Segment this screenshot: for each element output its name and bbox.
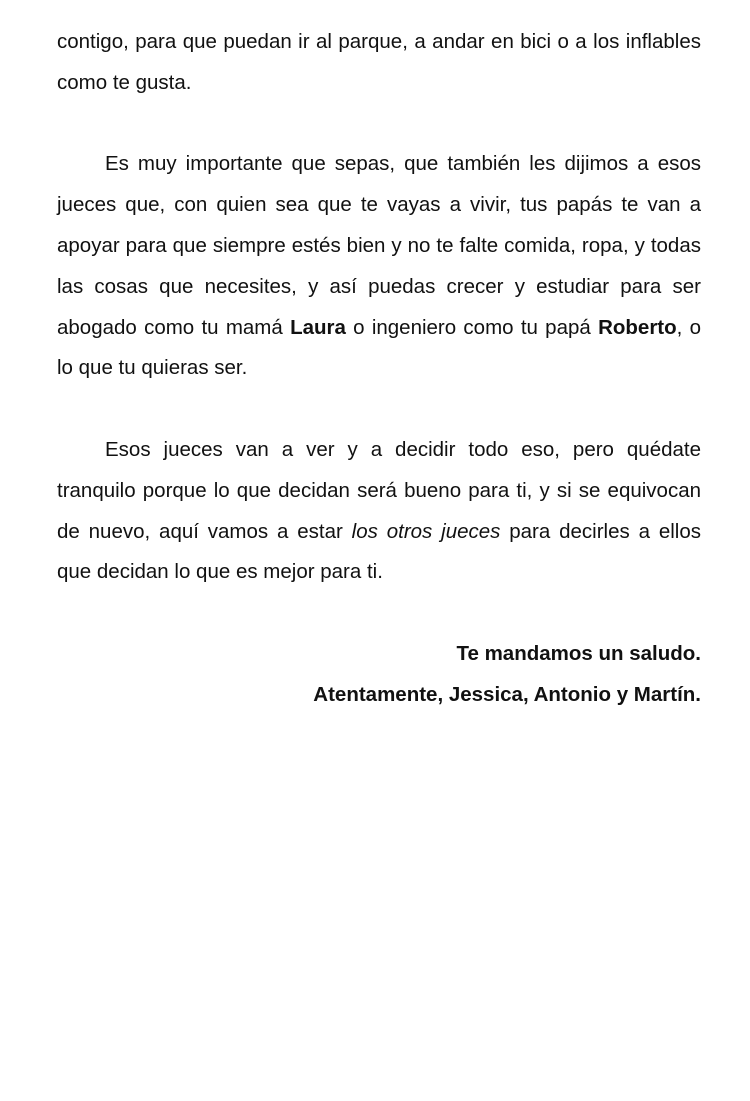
paragraph-2-text-c: , o lo que tu quieras ser. xyxy=(57,315,702,380)
signature-line: Atentamente, Jessica, Antonio y Martín. xyxy=(313,682,701,706)
paragraph-1 xyxy=(57,22,701,104)
paragraph-3-text-b: para decirles a ellos que decidan lo que es mejor para ti. xyxy=(57,519,702,584)
paragraph-2-text-a: Es muy importante que sepas, que también les dijimos a esos jueces que, con quien sea que te vayas a vivir, tus papás te van a apoyar para que siempre estés bien y no te falte comida, ropa, y todas las cosas que necesites, y así puedas crecer y estudiar para ser abogado como tu mamá xyxy=(57,152,701,339)
greeting-line: Te mandamos un saludo. xyxy=(456,641,701,665)
paragraph-spacer xyxy=(57,593,701,634)
paragraph-3-text-a: Esos jueces van a ver y a decidir todo eso, pero quédate tranquilo porque lo que decidan será bueno para ti, y si se equivocan de nuevo, aquí vamos a estar xyxy=(57,437,701,543)
paragraph-1-text: contigo, para que puedan ir al parque, a andar en bici o a los inflables como te gusta. xyxy=(57,30,701,94)
paragraph-2-text-b: o ingeniero como tu papá xyxy=(345,315,599,339)
paragraph-2 xyxy=(57,144,701,389)
paragraph-spacer xyxy=(57,104,701,145)
mother-name: Laura xyxy=(290,315,346,339)
paragraph-spacer xyxy=(57,389,701,430)
paragraph-3 xyxy=(57,430,701,593)
father-name: Roberto xyxy=(598,315,677,339)
otros-jueces-emphasis: los otros jueces xyxy=(351,519,501,543)
letter-page xyxy=(57,22,701,716)
